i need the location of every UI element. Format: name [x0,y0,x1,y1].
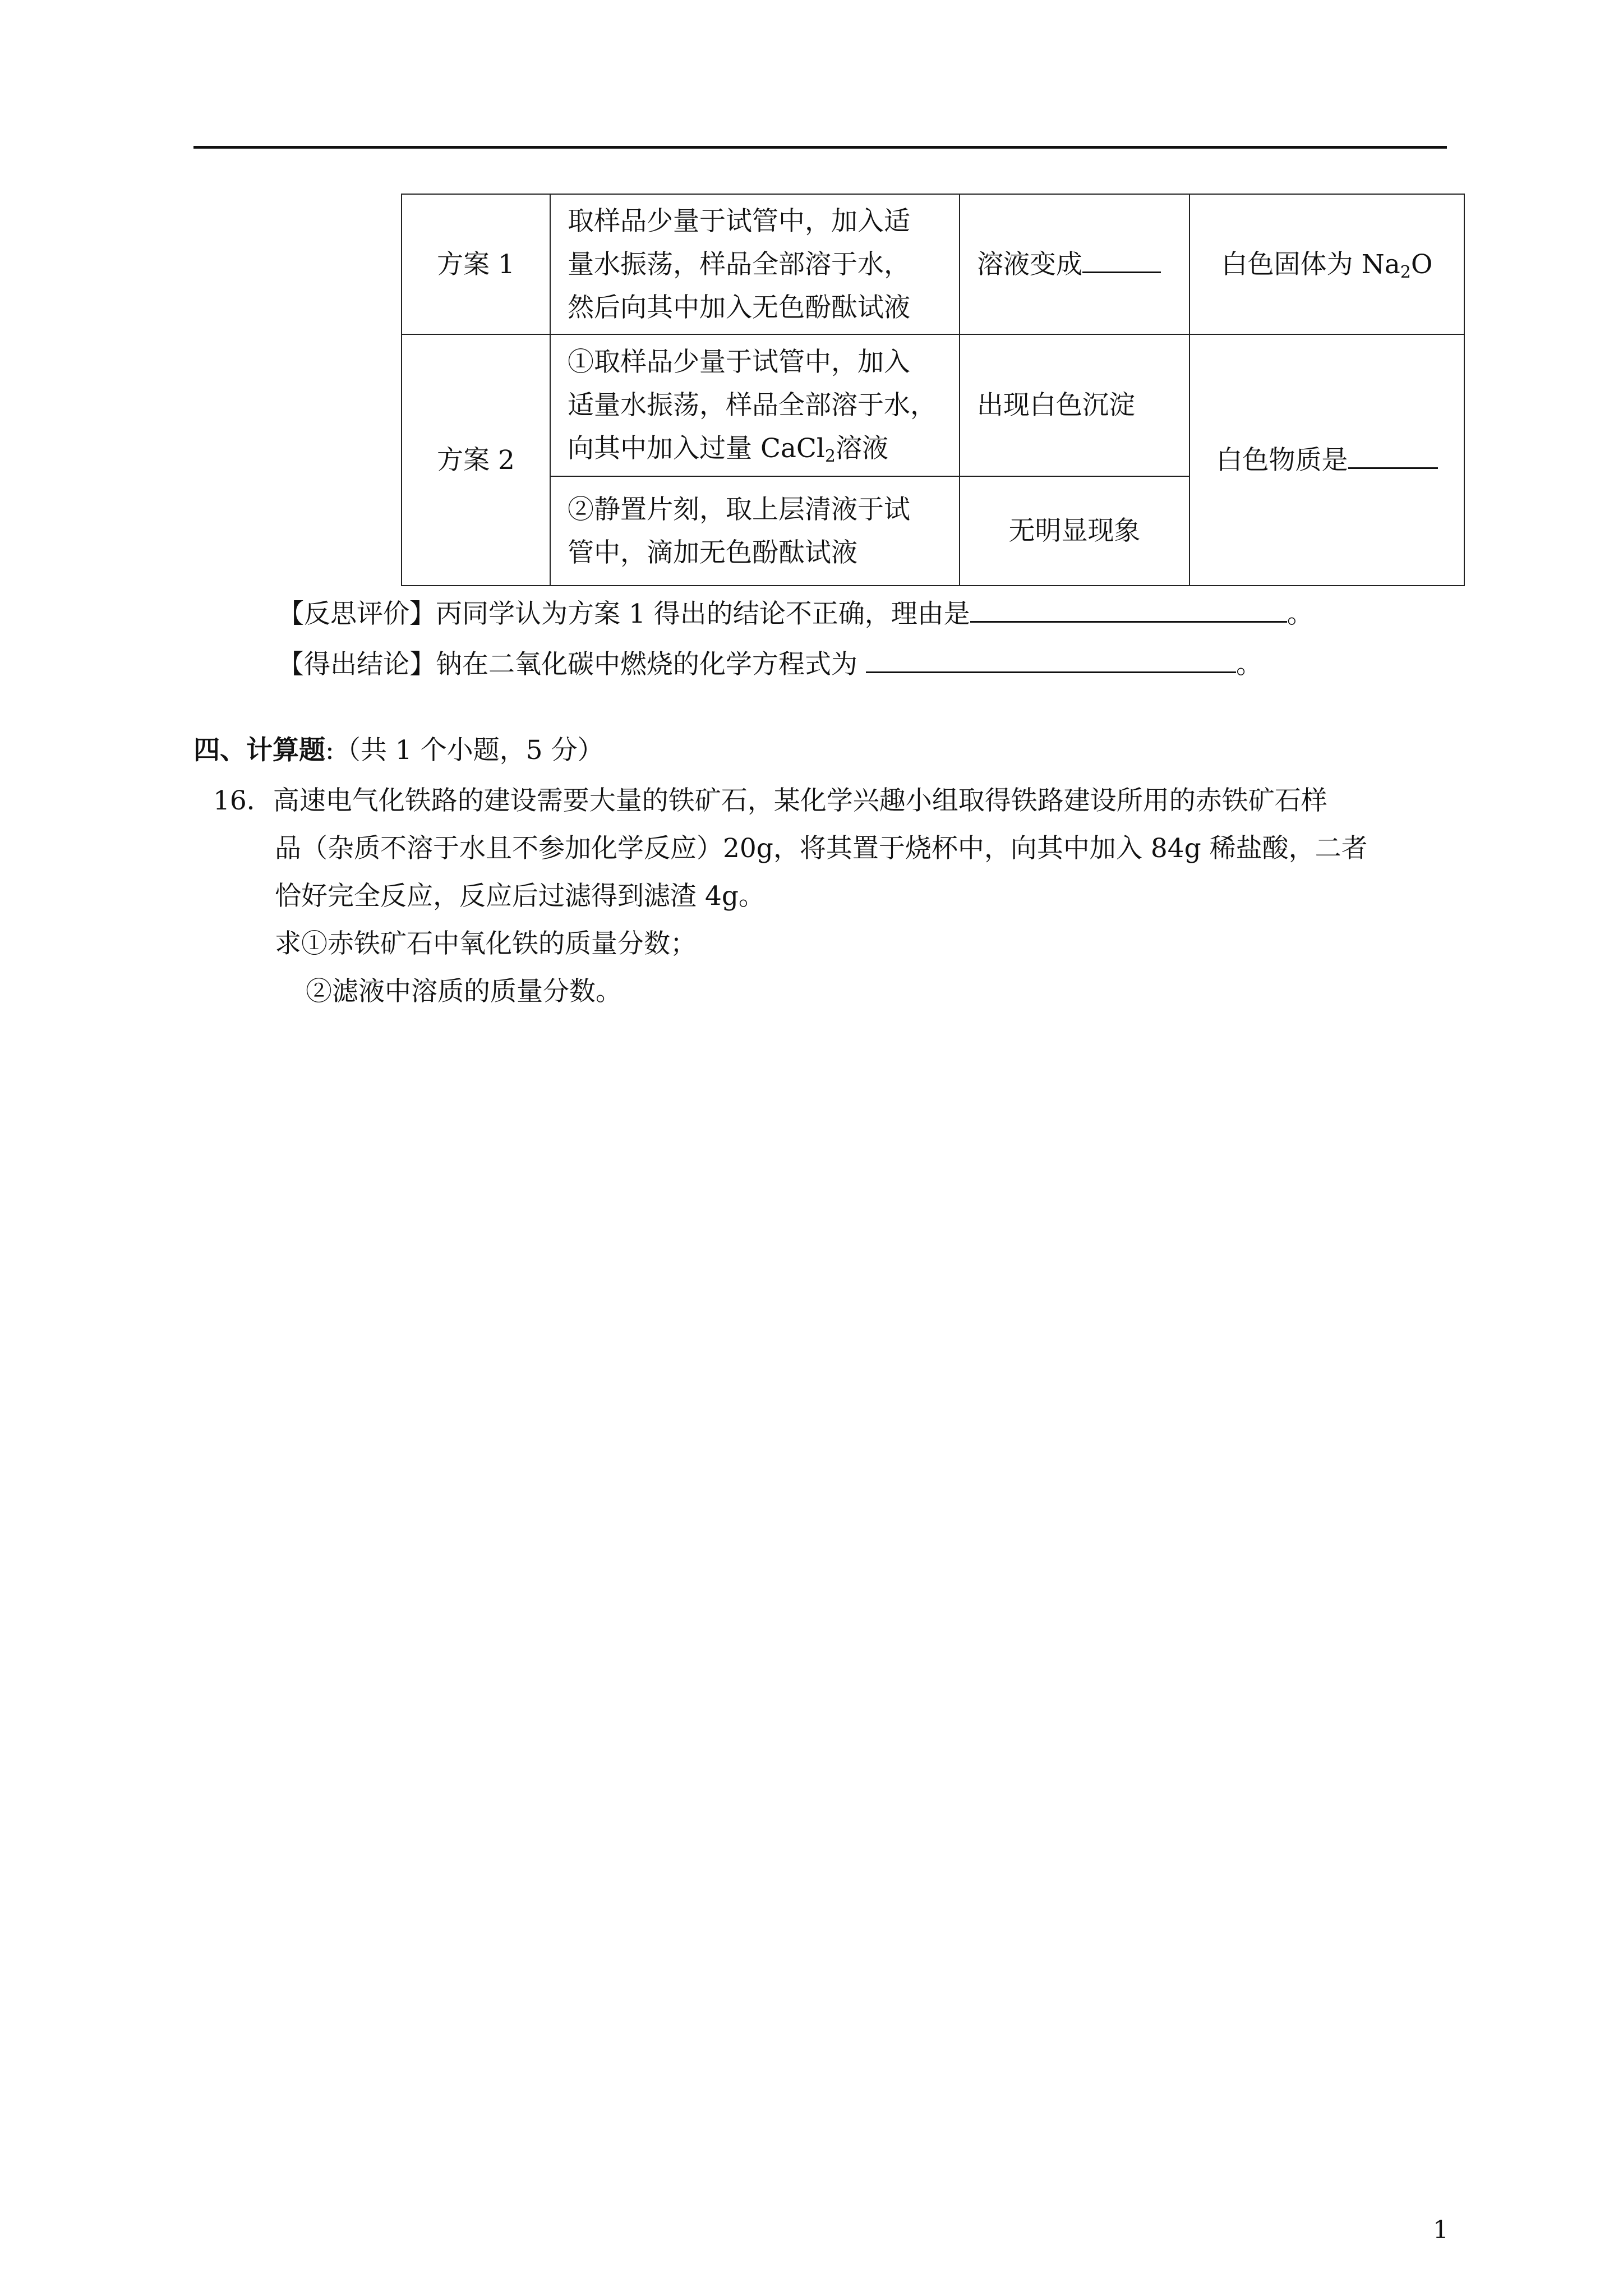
question-16-line-2: 品（杂质不溶于水且不参加化学反应）20g，将其置于烧杯中，向其中加入 84g 稀盐酸，二者 [275,833,1368,864]
plan-1-label: 方案 1 [402,194,550,334]
result-text: 钠在二氧化碳中燃烧的化学方程式为 [436,649,866,680]
question-16-line-1: 16．高速电气化铁路的建设需要大量的铁矿石，某化学兴趣小组取得铁路建设所用的赤铁矿石样 [213,785,1327,816]
plan-1-steps [550,194,960,334]
experiment-table [401,194,1465,586]
plan-2-conclusion-text: 白色物质是 [1216,445,1348,476]
plan-2-step-line: 适量水振荡，样品全部溶于水， [568,390,937,421]
table-row-plan-2a [402,334,1464,476]
plan-2-step-line: 管中，滴加无色酚酞试液 [568,537,857,568]
question-16-line-4: 求①赤铁矿石中氧化铁的质量分数； [275,928,697,959]
plan-2-phenomenon-2: 无明显现象 [960,476,1189,586]
plan-1-phenomenon [960,194,1189,334]
plan-2-step-1 [550,334,960,476]
plan-2-conclusion [1189,334,1464,586]
reflection-answer-blank[interactable] [970,592,1287,623]
reflection-text: 丙同学认为方案 1 得出的结论不正确，理由是 [436,599,970,629]
plan-1-conclusion-suffix: O [1410,249,1433,280]
plan-2-answer-blank[interactable] [1348,438,1438,469]
plan-2-step-line: ②静置片刻，取上层清液于试 [568,494,910,525]
page-number: 1 [1433,2216,1449,2244]
plan-1-step-line: 然后向其中加入无色酚酞试液 [568,292,910,323]
plan-2-step-subscript: 2 [824,447,836,466]
reflection-end: 。 [1287,599,1313,629]
question-16-line-3: 恰好完全反应，反应后过滤得到滤渣 4g。 [275,881,765,912]
plan-1-phenomenon-text: 溶液变成 [977,249,1082,280]
plan-2-step-text: 向其中加入过量 CaCl [568,433,825,464]
result-answer-blank[interactable] [866,642,1236,673]
plan-2-step-line: ①取样品少量于试管中，加入 [568,347,910,378]
plan-1-answer-blank[interactable] [1082,242,1161,273]
question-16-line-5: ②滤液中溶质的质量分数。 [306,976,622,1007]
plan-1-step-line: 量水振荡，样品全部溶于水， [568,249,910,280]
plan-1-conclusion-subscript: 2 [1400,262,1411,282]
plan-1-conclusion-text: 白色固体为 Na [1221,249,1400,280]
plan-2-step-suffix: 溶液 [836,433,889,464]
result-line [278,642,1262,681]
plan-2-step-line [568,427,942,470]
plan-2-step-2 [550,476,960,586]
result-tag: 【得出结论】 [278,649,436,680]
table-row-plan-1 [402,194,1464,334]
header-rule [193,146,1447,149]
plan-2-phenomenon-1: 出现白色沉淀 [960,334,1189,476]
section-4-info: :（共 1 个小题，5 分） [325,735,604,766]
section-4-title: 四、计算题 [193,735,325,766]
plan-1-conclusion [1189,194,1464,334]
reflection-line [278,592,1313,631]
plan-2-label: 方案 2 [402,334,550,586]
plan-1-step-line: 取样品少量于试管中，加入适 [568,205,910,237]
reflection-tag: 【反思评价】 [278,599,436,629]
result-end: 。 [1235,649,1262,680]
section-4-heading [193,729,603,767]
